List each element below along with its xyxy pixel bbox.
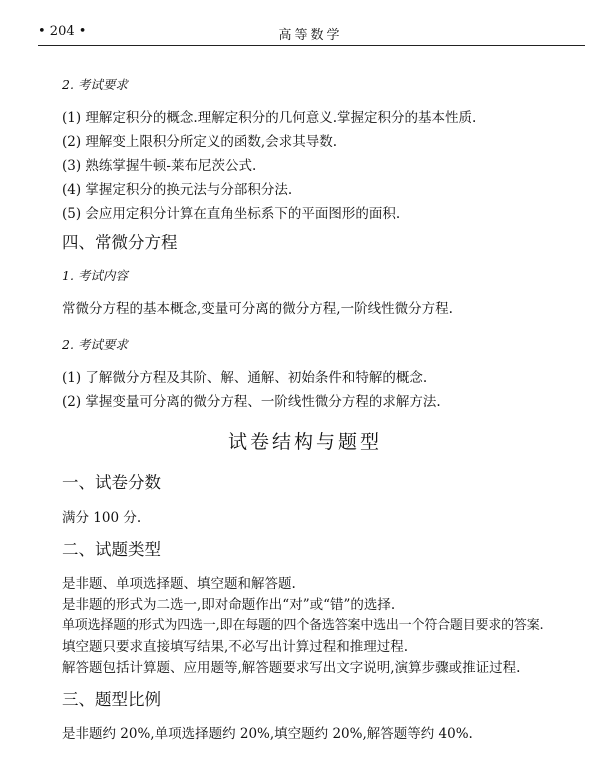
sec3-item-3: (3) 熟练掌握牛顿-莱布尼茨公式. [62, 158, 257, 174]
page-header [38, 22, 583, 46]
sec3-requirements-title: 2. 考试要求 [62, 77, 128, 92]
exam-structure-title: 试卷结构与题型 [227, 431, 382, 453]
part2-line-2: 是非题的形式为二选一,即对命题作出“对”或“错”的选择. [62, 597, 396, 613]
header-divider [38, 45, 585, 46]
sec3-item-5: (5) 会应用定积分计算在直角坐标系下的平面图形的面积. [62, 206, 401, 222]
part2-line-5: 解答题包括计算题、应用题等,解答题要求写出文字说明,演算步骤或推证过程. [62, 660, 521, 676]
book-title: 高等数学 [278, 28, 343, 43]
sec4-content-title: 1. 考试内容 [62, 268, 128, 283]
part1-text: 满分 100 分. [62, 510, 142, 526]
sec4-item-1: (1) 了解微分方程及其阶、解、通解、初始条件和特解的概念. [62, 370, 428, 386]
part1-heading: 一、试卷分数 [62, 473, 161, 492]
sec4-heading: 四、常微分方程 [62, 233, 178, 252]
sec4-requirements-title: 2. 考试要求 [62, 337, 128, 352]
sec4-content-text: 常微分方程的基本概念,变量可分离的微分方程,一阶线性微分方程. [62, 301, 453, 317]
sec4-item-2: (2) 掌握变量可分离的微分方程、一阶线性微分方程的求解方法. [62, 394, 441, 410]
page-number: • 204 • [38, 24, 87, 39]
part2-heading: 二、试题类型 [62, 540, 161, 559]
part3-text: 是非题约 20%,单项选择题约 20%,填空题约 20%,解答题等约 40%. [62, 726, 473, 742]
sec3-item-1: (1) 理解定积分的概念.理解定积分的几何意义.掌握定积分的基本性质. [62, 110, 477, 126]
part3-heading: 三、题型比例 [62, 690, 161, 709]
sec3-item-4: (4) 掌握定积分的换元法与分部积分法. [62, 182, 293, 198]
sec3-item-2: (2) 理解变上限积分所定义的函数,会求其导数. [62, 134, 337, 150]
part2-line-3: 单项选择题的形式为四选一,即在每题的四个备选答案中选出一个符合题目要求的答案. [62, 618, 544, 633]
part2-line-4: 填空题只要求直接填写结果,不必写出计算过程和推理过程. [62, 639, 409, 655]
part2-line-1: 是非题、单项选择题、填空题和解答题. [62, 576, 296, 592]
